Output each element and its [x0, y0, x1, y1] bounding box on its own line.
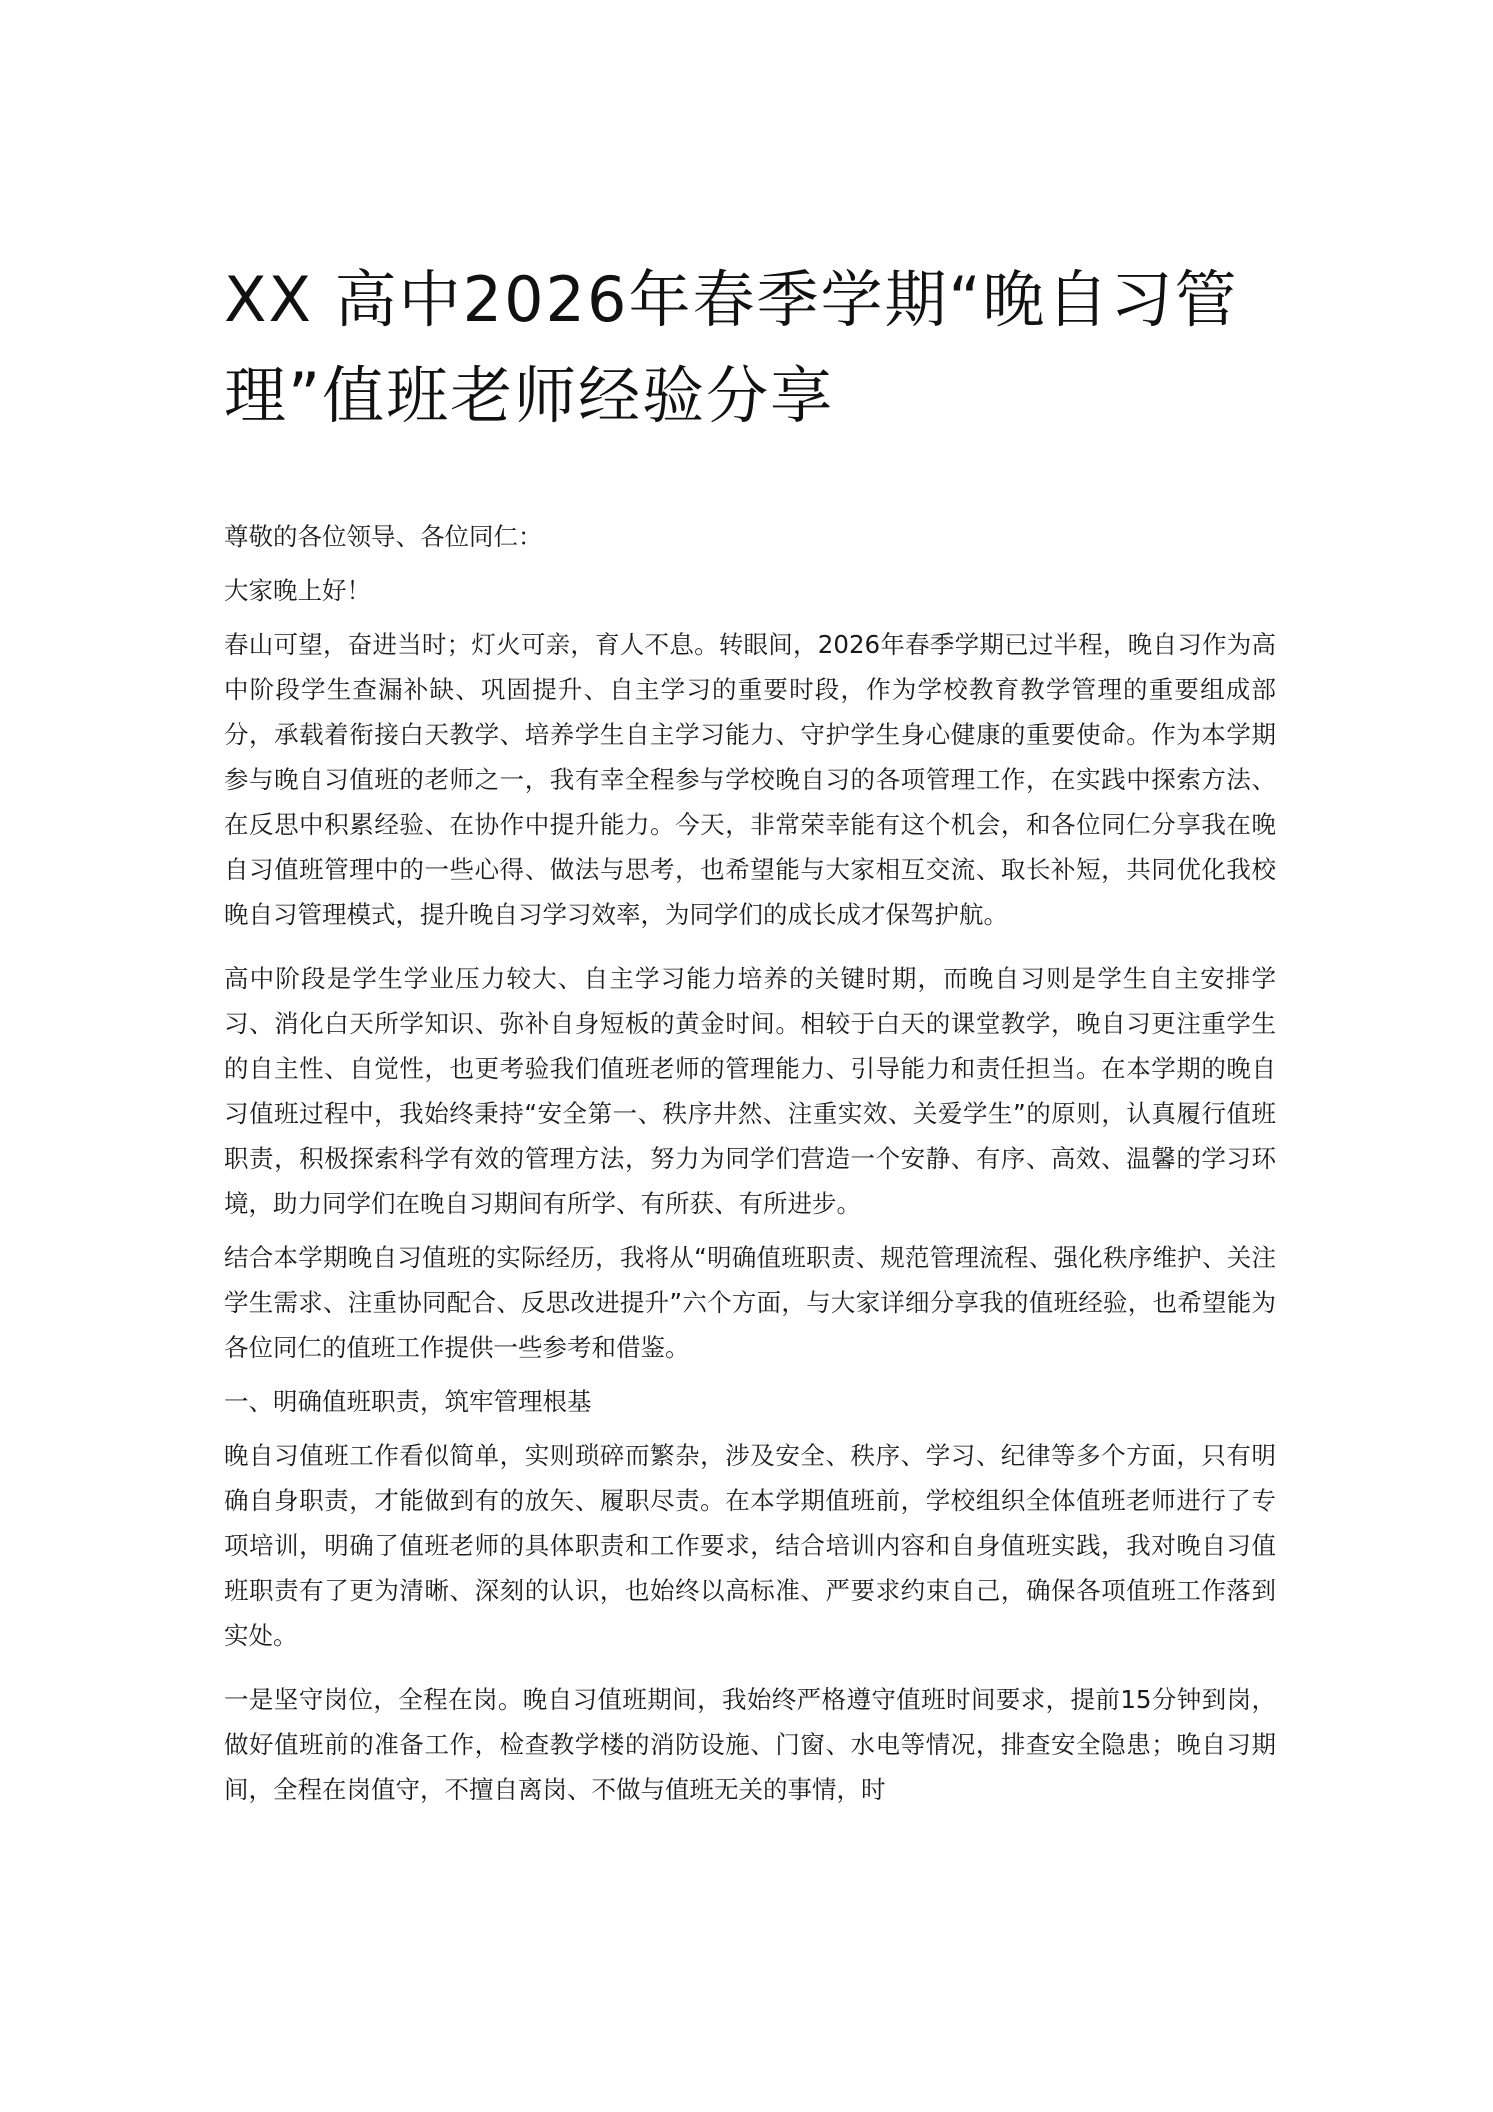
document-body — [224, 514, 1276, 1812]
salutation: 尊敬的各位领导、各位同仁： — [224, 522, 543, 551]
overview-paragraph: 结合本学期晚自习值班的实际经历，我将从“明确值班职责、规范管理流程、强化秩序维护、关注学生需求、注重协同配合、反思改进提升”六个方面，与大家详细分享我的值班经验，也希望能为各位同仁的值班工作提供一些参考和借鉴。 — [224, 1243, 1276, 1362]
section-1-paragraph: 晚自习值班工作看似简单，实则琐碎而繁杂，涉及安全、秩序、学习、纪律等多个方面，只有明确自身职责，才能做到有的放矢、履职尽责。在本学期值班前，学校组织全体值班老师进行了专项培训，明确了值班老师的具体职责和工作要求，结合培训内容和自身值班实践，我对晚自习值班职责有了更为清晰、深刻的认识，也始终以高标准、严要求约束自己，确保各项值班工作落到实处。 — [224, 1441, 1276, 1650]
intro-paragraph: 春山可望，奋进当时；灯火可亲，育人不息。转眼间，2026年春季学期已过半程，晚自习作为高中阶段学生查漏补缺、巩固提升、自主学习的重要时段，作为学校教育教学管理的重要组成部分，承载着衔接白天教学、培养学生自主学习能力、守护学生身心健康的重要使命。作为本学期参与晚自习值班的老师之一，我有幸全程参与学校晚自习的各项管理工作，在实践中探索方法、在反思中积累经验、在协作中提升能力。今天，非常荣幸能有这个机会，和各位同仁分享我在晚自习值班管理中的一些心得、做法与思考，也希望能与大家相互交流、取长补短，共同优化我校晚自习管理模式，提升晚自习学习效率，为同学们的成长成才保驾护航。 — [224, 630, 1276, 929]
document-title: XX 高中2026年春季学期“晚自习管理”值班老师经验分享 — [224, 263, 1239, 432]
background-paragraph: 高中阶段是学生学业压力较大、自主学习能力培养的关键时期，而晚自习则是学生自主安排学习、消化白天所学知识、弥补自身短板的黄金时间。相较于白天的课堂教学，晚自习更注重学生的自主性、自觉性，也更考验我们值班老师的管理能力、引导能力和责任担当。在本学期的晚自习值班过程中，我始终秉持“安全第一、秩序井然、注重实效、关爱学生”的原则，认真履行值班职责，积极探索科学有效的管理方法，努力为同学们营造一个安静、有序、高效、温馨的学习环境，助力同学们在晚自习期间有所学、有所获、有所进步。 — [224, 964, 1276, 1218]
section-heading-1: 一、明确值班职责，筑牢管理根基 — [224, 1387, 592, 1416]
greeting: 大家晚上好！ — [224, 576, 371, 605]
section-1-point-1: 一是坚守岗位，全程在岗。晚自习值班期间，我始终严格遵守值班时间要求，提前15分钟到岗，做好值班前的准备工作，检查教学楼的消防设施、门窗、水电等情况，排查安全隐患；晚自习期间，全程在岗值守，不擅自离岗、不做与值班无关的事情，时 — [224, 1685, 1276, 1804]
